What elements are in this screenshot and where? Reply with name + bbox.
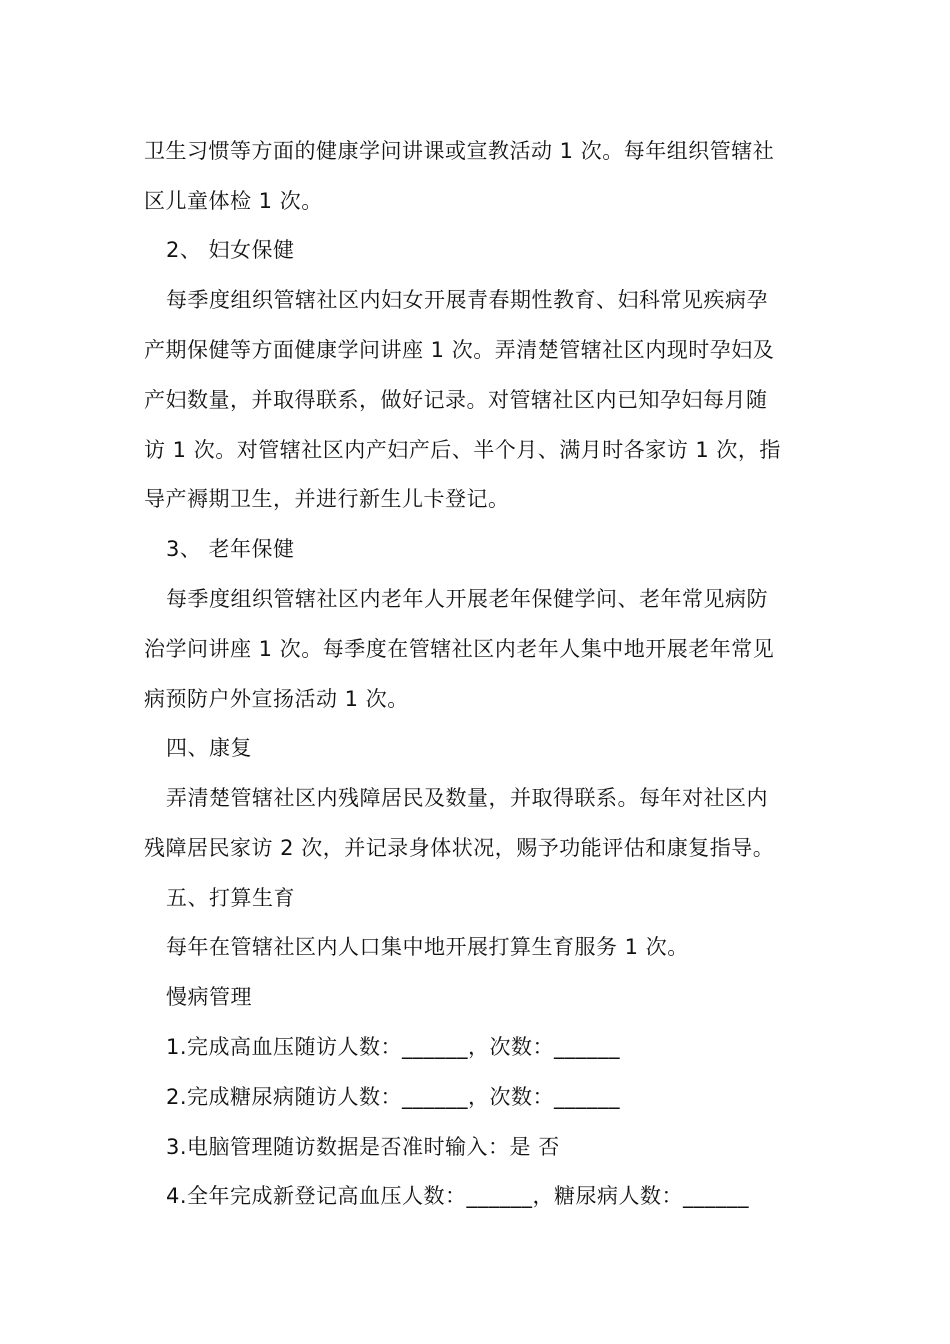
form-line: 3.电脑管理随访数据是否准时输入：是 否 (166, 1135, 560, 1159)
paragraph-line: 每季度组织管辖社区内老年人开展老年保健学问、老年常见病防 (166, 587, 768, 611)
form-line: 2.完成糖尿病随访人数：______，次数：______ (166, 1085, 621, 1109)
paragraph-line: 区儿童体检 1 次。 (144, 189, 323, 213)
paragraph-line: 导产褥期卫生，并进行新生儿卡登记。 (144, 487, 510, 511)
section-heading: 四、康复 (166, 736, 252, 760)
paragraph-line: 病预防户外宣扬活动 1 次。 (144, 687, 409, 711)
form-line: 1.完成高血压随访人数：______，次数：______ (166, 1035, 621, 1059)
paragraph-line: 产期保健等方面健康学问讲座 1 次。弄清楚管辖社区内现时孕妇及 (144, 338, 775, 362)
section-heading: 3、 老年保健 (166, 537, 295, 561)
form-line: 4.全年完成新登记高血压人数：______，糖尿病人数：______ (166, 1184, 750, 1208)
paragraph-line: 残障居民家访 2 次，并记录身体状况，赐予功能评估和康复指导。 (144, 836, 775, 860)
section-heading: 2、 妇女保健 (166, 238, 295, 262)
paragraph-line: 每年在管辖社区内人口集中地开展打算生育服务 1 次。 (166, 935, 689, 959)
paragraph-line: 每季度组织管辖社区内妇女开展青春期性教育、妇科常见疾病孕 (166, 288, 768, 312)
paragraph-line: 卫生习惯等方面的健康学问讲课或宣教活动 1 次。每年组织管辖社 (144, 139, 775, 163)
paragraph-line: 产妇数量，并取得联系，做好记录。对管辖社区内已知孕妇每月随 (144, 388, 768, 412)
section-heading: 五、打算生育 (166, 886, 295, 910)
paragraph-line: 弄清楚管辖社区内残障居民及数量，并取得联系。每年对社区内 (166, 786, 768, 810)
section-heading: 慢病管理 (166, 985, 252, 1009)
paragraph-line: 治学问讲座 1 次。每季度在管辖社区内老年人集中地开展老年常见 (144, 637, 775, 661)
paragraph-line: 访 1 次。对管辖社区内产妇产后、半个月、满月时各家访 1 次，指 (144, 438, 781, 462)
